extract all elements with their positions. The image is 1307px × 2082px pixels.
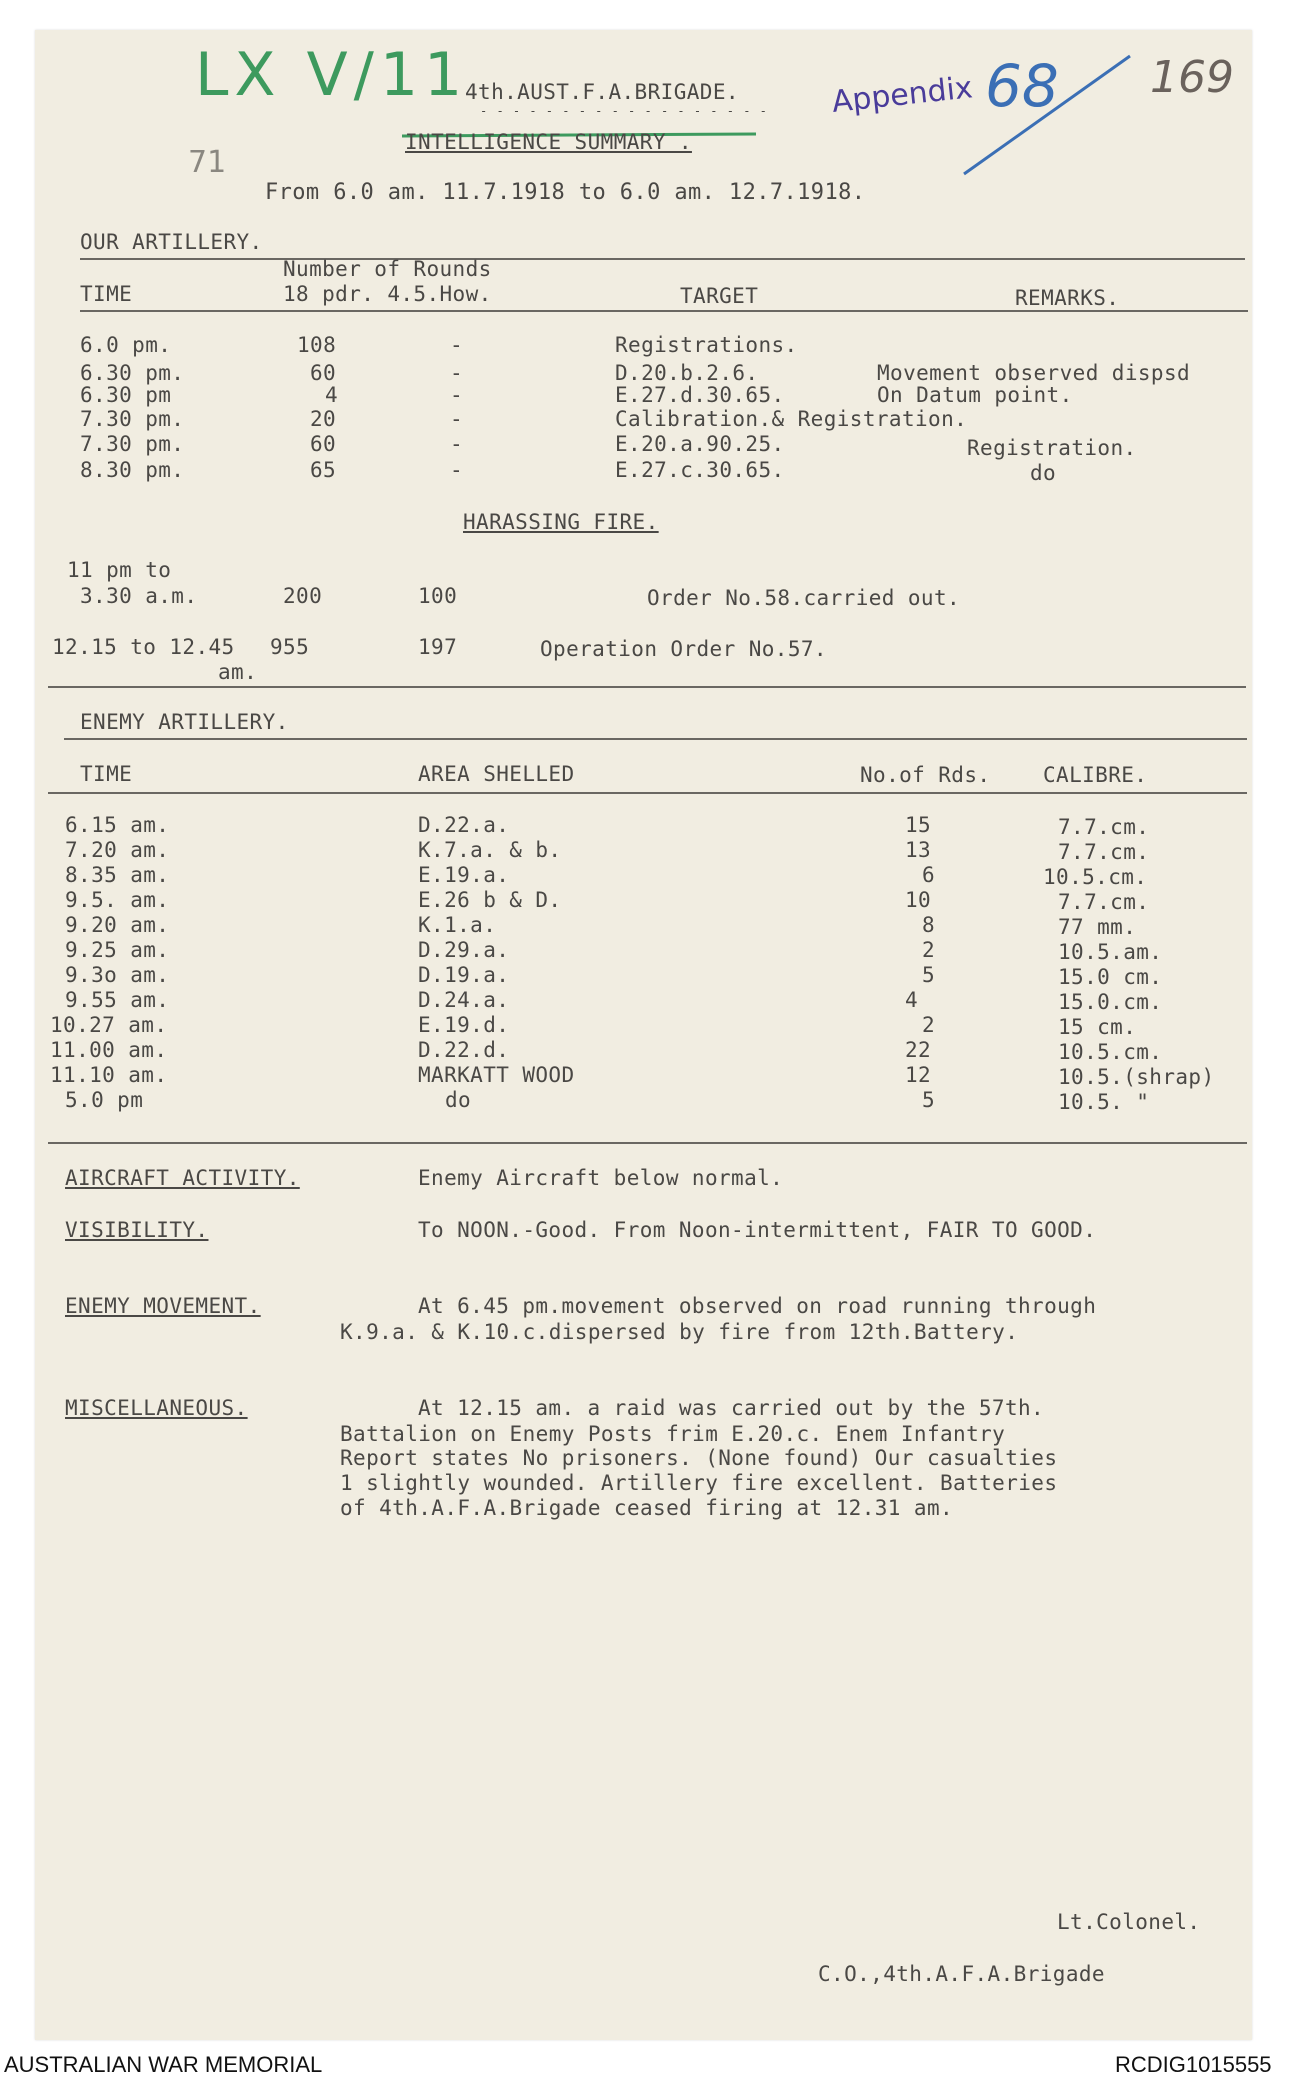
enemy-row-time: 5.0 pm [65, 1088, 144, 1112]
enemy-row-rds: 5 [922, 963, 936, 987]
visibility-label: VISIBILITY. [65, 1218, 209, 1242]
divider [80, 258, 1245, 260]
harassing-row-time: 11 pm to [67, 558, 172, 582]
col-header-remarks: REMARKS. [1015, 286, 1120, 310]
enemy-row-area: E.26 b & D. [418, 888, 562, 912]
enemy-row-rds: 22 [905, 1038, 932, 1062]
aircraft-activity-text: Enemy Aircraft below normal. [418, 1166, 784, 1190]
enemy-row-calibre: 7.7.cm. [1058, 840, 1150, 864]
table-row-how: - [450, 458, 464, 482]
enemy-row-rds: 8 [922, 913, 936, 937]
enemy-row-calibre: 10.5.cm. [1058, 1040, 1163, 1064]
signature-appointment: C.O.,4th.A.F.A.Brigade [818, 1962, 1105, 1986]
enemy-row-rds: 4 [905, 988, 919, 1012]
table-row-target: E.27.d.30.65. [615, 383, 785, 407]
enemy-row-time: 11.00 am. [50, 1038, 168, 1062]
col-header-guns: 18 pdr. 4.5.How. [283, 282, 492, 306]
miscellaneous-line: 1 slightly wounded. Artillery fire excellent. Batteries [340, 1471, 1058, 1495]
table-row-remarks: Movement observed dispsd [877, 361, 1191, 385]
table-row-time: 7.30 pm. [80, 407, 185, 431]
unit-heading-dashes: - - - - - - - - - - - - - - - - - - [480, 104, 768, 118]
divider [64, 738, 1247, 740]
enemy-row-time: 6.15 am. [65, 813, 170, 837]
enemy-row-area: K.7.a. & b. [418, 838, 562, 862]
enemy-row-calibre: 10.5.am. [1058, 940, 1163, 964]
enemy-movement-line: K.9.a. & K.10.c.dispersed by fire from 12th.Battery. [340, 1320, 1019, 1344]
table-row-target: D.20.b.2.6. [615, 361, 759, 385]
enemy-row-calibre: 15.0.cm. [1058, 990, 1163, 1014]
footer-left: AUSTRALIAN WAR MEMORIAL [4, 2052, 323, 2077]
document-title: INTELLIGENCE SUMMARY . [405, 130, 692, 154]
col-header-target: TARGET [680, 284, 759, 308]
enemy-row-area: MARKATT WOOD [418, 1063, 575, 1087]
enemy-row-area: D.24.a. [418, 988, 510, 1012]
enemy-movement-label: ENEMY MOVEMENT. [65, 1294, 261, 1318]
divider [80, 310, 1248, 312]
divider [48, 1142, 1247, 1144]
table-row-time: 6.30 pm. [80, 361, 185, 385]
table-row-18pdr: 60 [310, 432, 337, 456]
table-row-18pdr: 20 [310, 407, 337, 431]
table-row-time: 8.30 pm. [80, 458, 185, 482]
enemy-row-calibre: 10.5.cm. [1043, 865, 1148, 889]
table-row-time: 6.30 pm [80, 383, 172, 407]
table-row-target: E.27.c.30.65. [615, 458, 785, 482]
table-row-how: - [450, 383, 464, 407]
our-artillery-heading: OUR ARTILLERY. [80, 230, 263, 254]
enemy-row-rds: 2 [922, 1013, 936, 1037]
enemy-row-rds: 5 [922, 1088, 936, 1112]
enemy-row-area: do [445, 1088, 472, 1112]
enemy-row-time: 7.20 am. [65, 838, 170, 862]
folio-annotation: 71 [188, 145, 227, 180]
miscellaneous-line: of 4th.A.F.A.Brigade ceased firing at 12.31 am. [340, 1496, 954, 1520]
table-row-how: - [450, 361, 464, 385]
period-line: From 6.0 am. 11.7.1918 to 6.0 am. 12.7.1918. [265, 180, 866, 205]
miscellaneous-line: Report states No prisoners. (None found) Our casualties [340, 1446, 1058, 1470]
harassing-row-how: 100 [418, 584, 458, 608]
enemy-row-time: 8.35 am. [65, 863, 170, 887]
harassing-row-time: am. [218, 660, 258, 684]
table-row-18pdr: 108 [297, 333, 337, 357]
enemy-movement-line: At 6.45 pm.movement observed on road running through [418, 1294, 1097, 1318]
col-header-time: TIME [80, 282, 133, 306]
enemy-artillery-heading: ENEMY ARTILLERY. [80, 710, 289, 734]
aircraft-activity-label: AIRCRAFT ACTIVITY. [65, 1166, 300, 1190]
volume-annotation: LX V/11 [195, 40, 469, 110]
enemy-row-rds: 15 [905, 813, 932, 837]
enemy-row-time: 9.5. am. [65, 888, 170, 912]
enemy-row-rds: 10 [905, 888, 932, 912]
enemy-row-rds: 2 [922, 938, 936, 962]
enemy-row-area: E.19.a. [418, 863, 510, 887]
enemy-row-time: 10.27 am. [50, 1013, 168, 1037]
table-row-how: - [450, 407, 464, 431]
enemy-row-rds: 6 [922, 863, 936, 887]
col-header-area: AREA SHELLED [418, 762, 575, 786]
appendix-number: 68 [985, 52, 1059, 120]
enemy-row-time: 9.20 am. [65, 913, 170, 937]
col-header-rds: No.of Rds. [860, 763, 991, 787]
table-row-target: E.20.a.90.25. [615, 432, 785, 456]
enemy-row-rds: 13 [905, 838, 932, 862]
appendix-stroke [960, 50, 1140, 180]
enemy-row-area: D.22.a. [418, 813, 510, 837]
col-header-rounds: Number of Rounds [283, 257, 492, 281]
col-header-calibre: CALIBRE. [1043, 763, 1148, 787]
miscellaneous-line: Battalion on Enemy Posts frim E.20.c. Enem Infantry [340, 1422, 1006, 1446]
table-row-18pdr: 4 [325, 383, 339, 407]
table-row-remarks: Registration. [967, 436, 1137, 460]
enemy-row-area: K.1.a. [418, 913, 497, 937]
enemy-row-calibre: 10.5.(shrap) [1058, 1065, 1215, 1089]
enemy-row-time: 9.55 am. [65, 988, 170, 1012]
col-header-time: TIME [80, 762, 133, 786]
enemy-row-calibre: 15.0 cm. [1058, 965, 1163, 989]
enemy-row-rds: 12 [905, 1063, 932, 1087]
appendix-stamp: Appendix [830, 70, 975, 120]
enemy-row-calibre: 77 mm. [1058, 915, 1137, 939]
table-row-target: Calibration.& Registration. [615, 407, 968, 431]
table-row-remarks: do [1030, 461, 1057, 485]
unit-heading: 4th.AUST.F.A.BRIGADE. [465, 80, 739, 104]
divider [48, 686, 1246, 688]
harassing-row-18pdr: 200 [283, 584, 323, 608]
harassing-row-note: Operation Order No.57. [540, 637, 827, 661]
table-row-how: - [450, 432, 464, 456]
enemy-row-calibre: 7.7.cm. [1058, 815, 1150, 839]
enemy-row-time: 9.3o am. [65, 963, 170, 987]
visibility-text: To NOON.-Good. From Noon-intermittent, FAIR TO GOOD. [418, 1218, 1097, 1242]
miscellaneous-label: MISCELLANEOUS. [65, 1396, 248, 1420]
page-number-annotation: 169 [1150, 52, 1234, 103]
enemy-row-area: D.29.a. [418, 938, 510, 962]
enemy-row-time: 11.10 am. [50, 1063, 168, 1087]
enemy-row-calibre: 7.7.cm. [1058, 890, 1150, 914]
divider [48, 792, 1247, 794]
enemy-row-time: 9.25 am. [65, 938, 170, 962]
table-row-18pdr: 65 [310, 458, 337, 482]
enemy-row-area: D.19.a. [418, 963, 510, 987]
enemy-row-calibre: 15 cm. [1058, 1015, 1137, 1039]
enemy-row-area: D.22.d. [418, 1038, 510, 1062]
harassing-row-how: 197 [418, 635, 458, 659]
table-row-time: 7.30 pm. [80, 432, 185, 456]
harassing-row-time: 12.15 to 12.45 [52, 635, 235, 659]
harassing-fire-heading: HARASSING FIRE. [463, 510, 659, 534]
harassing-row-18pdr: 955 [270, 635, 310, 659]
harassing-row-time: 3.30 a.m. [80, 584, 198, 608]
table-row-18pdr: 60 [310, 361, 337, 385]
footer-right: RCDIG1015555 [1115, 2052, 1272, 2077]
enemy-row-area: E.19.d. [418, 1013, 510, 1037]
signature-rank: Lt.Colonel. [1057, 1910, 1201, 1934]
table-row-remarks: On Datum point. [877, 383, 1073, 407]
miscellaneous-line: At 12.15 am. a raid was carried out by the 57th. [418, 1396, 1045, 1420]
harassing-row-note: Order No.58.carried out. [647, 586, 961, 610]
table-row-how: - [450, 333, 464, 357]
enemy-row-calibre: 10.5. " [1058, 1090, 1150, 1114]
table-row-time: 6.0 pm. [80, 333, 172, 357]
table-row-target: Registrations. [615, 333, 798, 357]
